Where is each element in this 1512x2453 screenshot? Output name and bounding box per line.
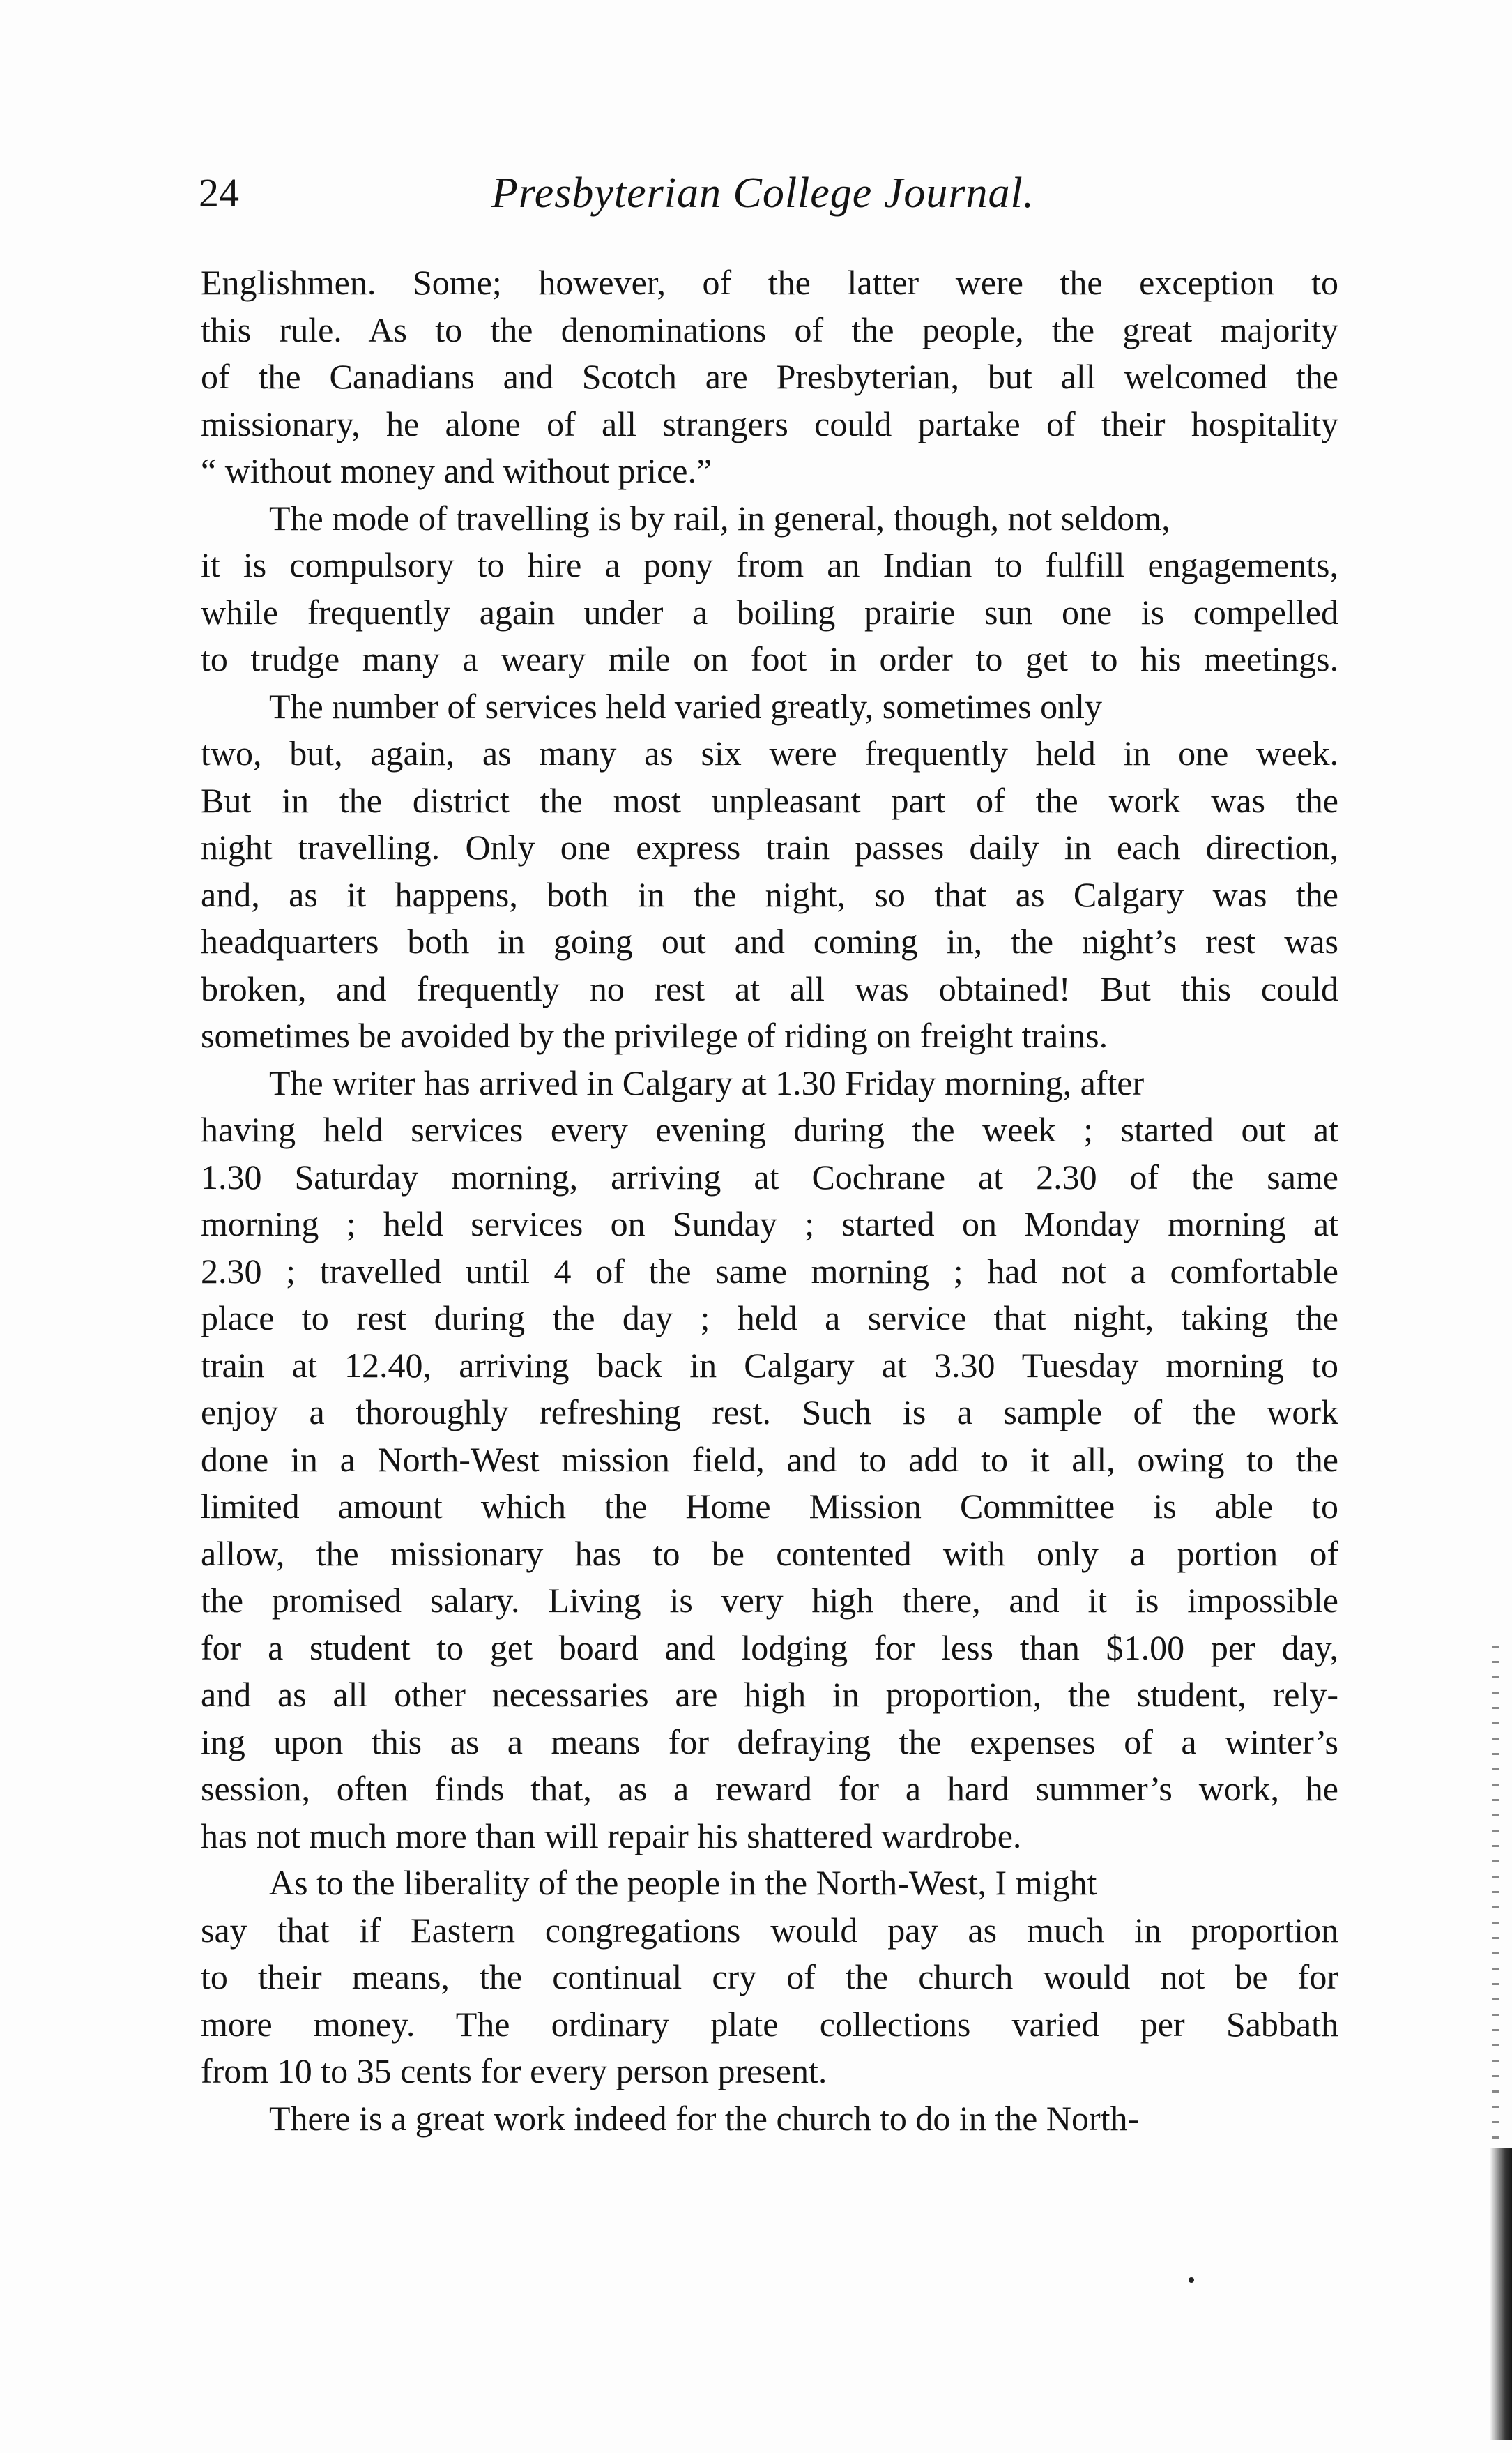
text-line: done in a North-West mission field, and to add to it all, owing to the	[201, 1439, 1338, 1479]
text-line: to their means, the continual cry of the church would not be for	[201, 1957, 1338, 1996]
text-line: The writer has arrived in Calgary at 1.30 Friday morning, after	[269, 1063, 1145, 1102]
text-line: this rule. As to the denominations of the people, the great majority	[201, 310, 1338, 349]
text-line: night travelling. Only one express train passes daily in each direction,	[201, 828, 1338, 867]
running-title: Presbyterian College Journal.	[491, 169, 1035, 217]
text-line: for a student to get board and lodging for less than $1.00 per day,	[201, 1627, 1338, 1667]
text-line: having held services every evening during the week ; started out at	[201, 1110, 1338, 1149]
text-line: limited amount which the Home Mission Committee is able to	[201, 1487, 1338, 1526]
text-line: while frequently again under a boiling prairie sun one is compelled	[201, 592, 1338, 632]
text-line: sometimes be avoided by the privilege of riding on freight trains.	[201, 1016, 1108, 1055]
text-line: place to rest during the day ; held a service that night, taking the	[201, 1298, 1338, 1337]
text-line: and as all other necessaries are high in proportion, the student, rely-	[201, 1675, 1338, 1714]
paragraph-4	[201, 1060, 1338, 1860]
text-line: more money. The ordinary plate collections varied per Sabbath	[201, 2004, 1338, 2044]
paragraph-2	[201, 495, 1338, 683]
text-line: The number of services held varied greatly, sometimes only	[269, 686, 1102, 726]
page-header	[199, 162, 1356, 225]
text-line: enjoy a thoroughly refreshing rest. Such is a sample of the work	[201, 1392, 1338, 1431]
text-line: and, as it happens, both in the night, so that as Calgary was the	[201, 874, 1338, 914]
text-line: of the Canadians and Scotch are Presbyterian, but all welcomed the	[201, 357, 1338, 396]
text-line: to trudge many a weary mile on foot in order to get to his meetings.	[201, 639, 1338, 678]
text-line: the promised salary. Living is very high there, and it is impossible	[201, 1581, 1338, 1620]
text-line: from 10 to 35 cents for every person present.	[201, 2051, 827, 2090]
text-line: 2.30 ; travelled until 4 of the same morning ; had not a comfortable	[201, 1251, 1338, 1291]
text-line: allow, the missionary has to be contented with only a portion of	[201, 1533, 1338, 1573]
text-line: it is compulsory to hire a pony from an Indian to fulfill engagements,	[201, 545, 1338, 584]
scan-edge-shadow	[1490, 2148, 1512, 2440]
text-line: headquarters both in going out and coming in, the night’s rest was	[201, 922, 1338, 961]
text-line: The mode of travelling is by rail, in general, though, not seldom,	[269, 498, 1170, 538]
paragraph-3	[201, 683, 1338, 1060]
paragraph-6	[201, 2095, 1338, 2143]
text-line: As to the liberality of the people in the North-West, I might	[269, 1863, 1097, 1902]
text-line: “ without money and without price.”	[201, 451, 712, 490]
text-line: But in the district the most unpleasant part of the work was the	[201, 780, 1338, 820]
text-line: 1.30 Saturday morning, arriving at Cochrane at 2.30 of the same	[201, 1157, 1338, 1197]
scan-edge-specks	[1492, 1646, 1499, 2148]
catchword-mark	[1189, 2277, 1194, 2283]
text-line: There is a great work indeed for the church to do in the North-	[269, 2098, 1140, 2138]
text-line: Englishmen. Some; however, of the latter were the exception to	[201, 263, 1338, 302]
text-line: two, but, again, as many as six were frequently held in one week.	[201, 734, 1338, 773]
text-line: missionary, he alone of all strangers could partake of their hospitality	[201, 404, 1338, 443]
text-line: say that if Eastern congregations would pay as much in proportion	[201, 1910, 1338, 1950]
body-text	[201, 259, 1338, 2142]
text-line: session, often finds that, as a reward for a hard summer’s work, he	[201, 1769, 1338, 1808]
paragraph-5	[201, 1860, 1338, 2095]
text-line: broken, and frequently no rest at all was obtained! But this could	[201, 969, 1338, 1008]
text-line: has not much more than will repair his shattered wardrobe.	[201, 1816, 1022, 1855]
page-number: 24	[199, 170, 239, 215]
text-line: train at 12.40, arriving back in Calgary at 3.30 Tuesday morning to	[201, 1345, 1338, 1385]
paragraph-1	[201, 259, 1338, 495]
text-line: ing upon this as a means for defraying the expenses of a winter’s	[201, 1722, 1338, 1761]
text-line: morning ; held services on Sunday ; started on Monday morning at	[201, 1204, 1338, 1243]
